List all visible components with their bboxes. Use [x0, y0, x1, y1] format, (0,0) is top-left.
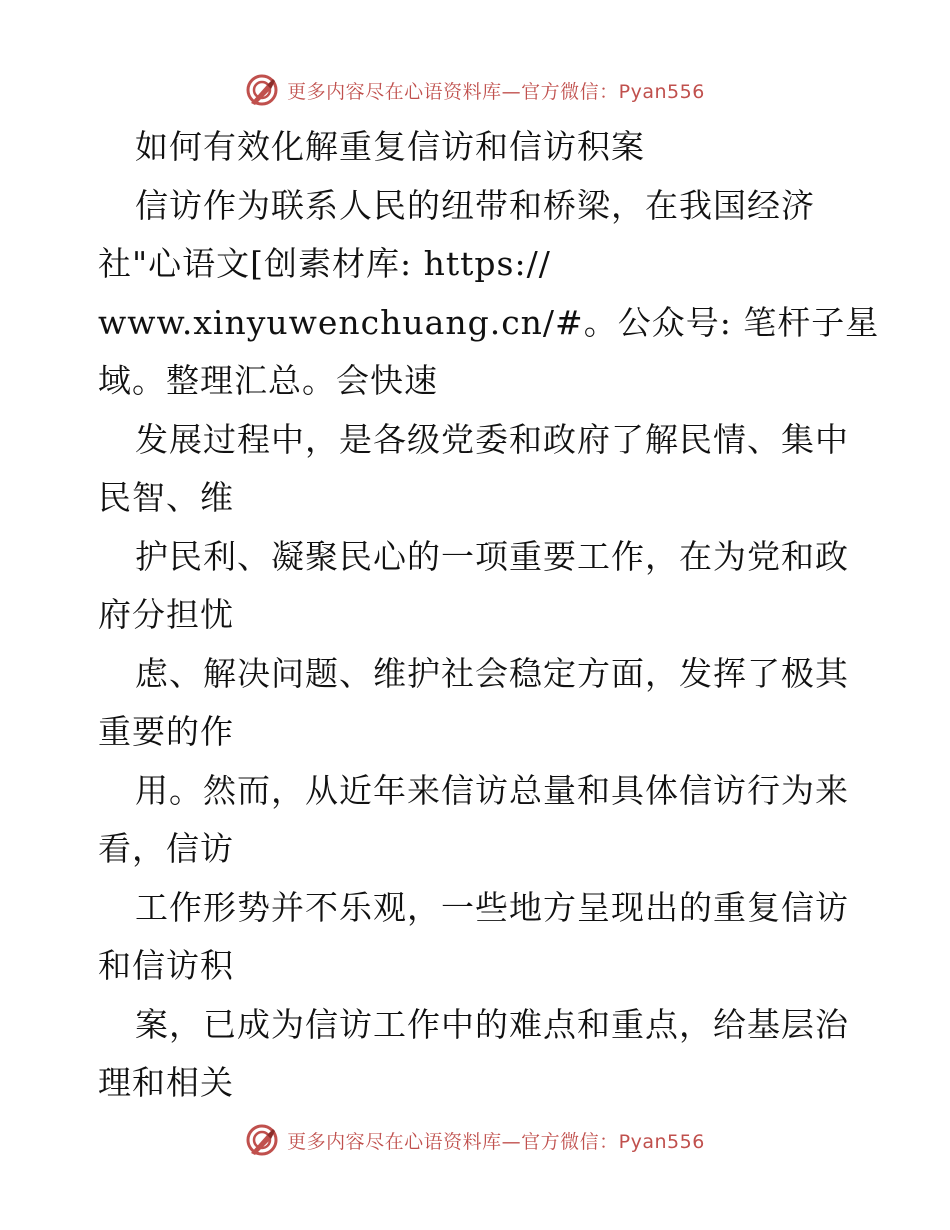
text-line: 民智、维: [98, 478, 234, 517]
banner-separator: —: [501, 80, 522, 103]
text-line: 理和相关: [98, 1063, 234, 1102]
document-title: 如何有效化解重复信访和信访积案: [135, 127, 645, 166]
text-line: 信访作为联系人民的纽带和桥梁，在我国经济: [135, 185, 815, 225]
text-line: 护民利、凝聚民心的一项重要工作，在为党和政: [135, 536, 849, 576]
banner-separator: —: [501, 1130, 522, 1153]
text-line: www.xinyuwenchuang.cn/#。公众号: 笔杆子星: [98, 302, 880, 342]
banner-brand: 更多内容尽在心语资料库: [287, 80, 502, 103]
header-banner-text: [287, 77, 705, 104]
document-body: [98, 118, 880, 1113]
pen-logo-icon: [245, 1123, 279, 1157]
text-line: 和信访积: [98, 946, 234, 985]
pen-logo-icon: [245, 73, 279, 107]
text-line: 域。整理汇总。会快速: [98, 361, 438, 400]
text-line: 看，信访: [98, 829, 234, 868]
footer-watermark-banner: [0, 1120, 950, 1160]
text-line: 虑、解决问题、维护社会稳定方面，发挥了极其: [135, 653, 849, 693]
header-watermark-banner: [0, 70, 950, 110]
text-line: 重要的作: [98, 712, 234, 751]
banner-wechat: 官方微信：Pyan556: [521, 1130, 705, 1153]
text-line: 工作形势并不乐观，一些地方呈现出的重复信访: [135, 887, 849, 927]
text-line: 用。然而，从近年来信访总量和具体信访行为来: [135, 770, 849, 810]
banner-wechat: 官方微信：Pyan556: [521, 80, 705, 103]
banner-brand: 更多内容尽在心语资料库: [287, 1130, 502, 1153]
text-line: 社"心语文[创素材库: https://: [98, 244, 551, 283]
text-line: 发展过程中，是各级党委和政府了解民情、集中: [135, 419, 849, 459]
text-line: 府分担忧: [98, 595, 234, 634]
footer-banner-text: [287, 1127, 705, 1154]
text-line: 案，已成为信访工作中的难点和重点，给基层治: [135, 1004, 849, 1044]
